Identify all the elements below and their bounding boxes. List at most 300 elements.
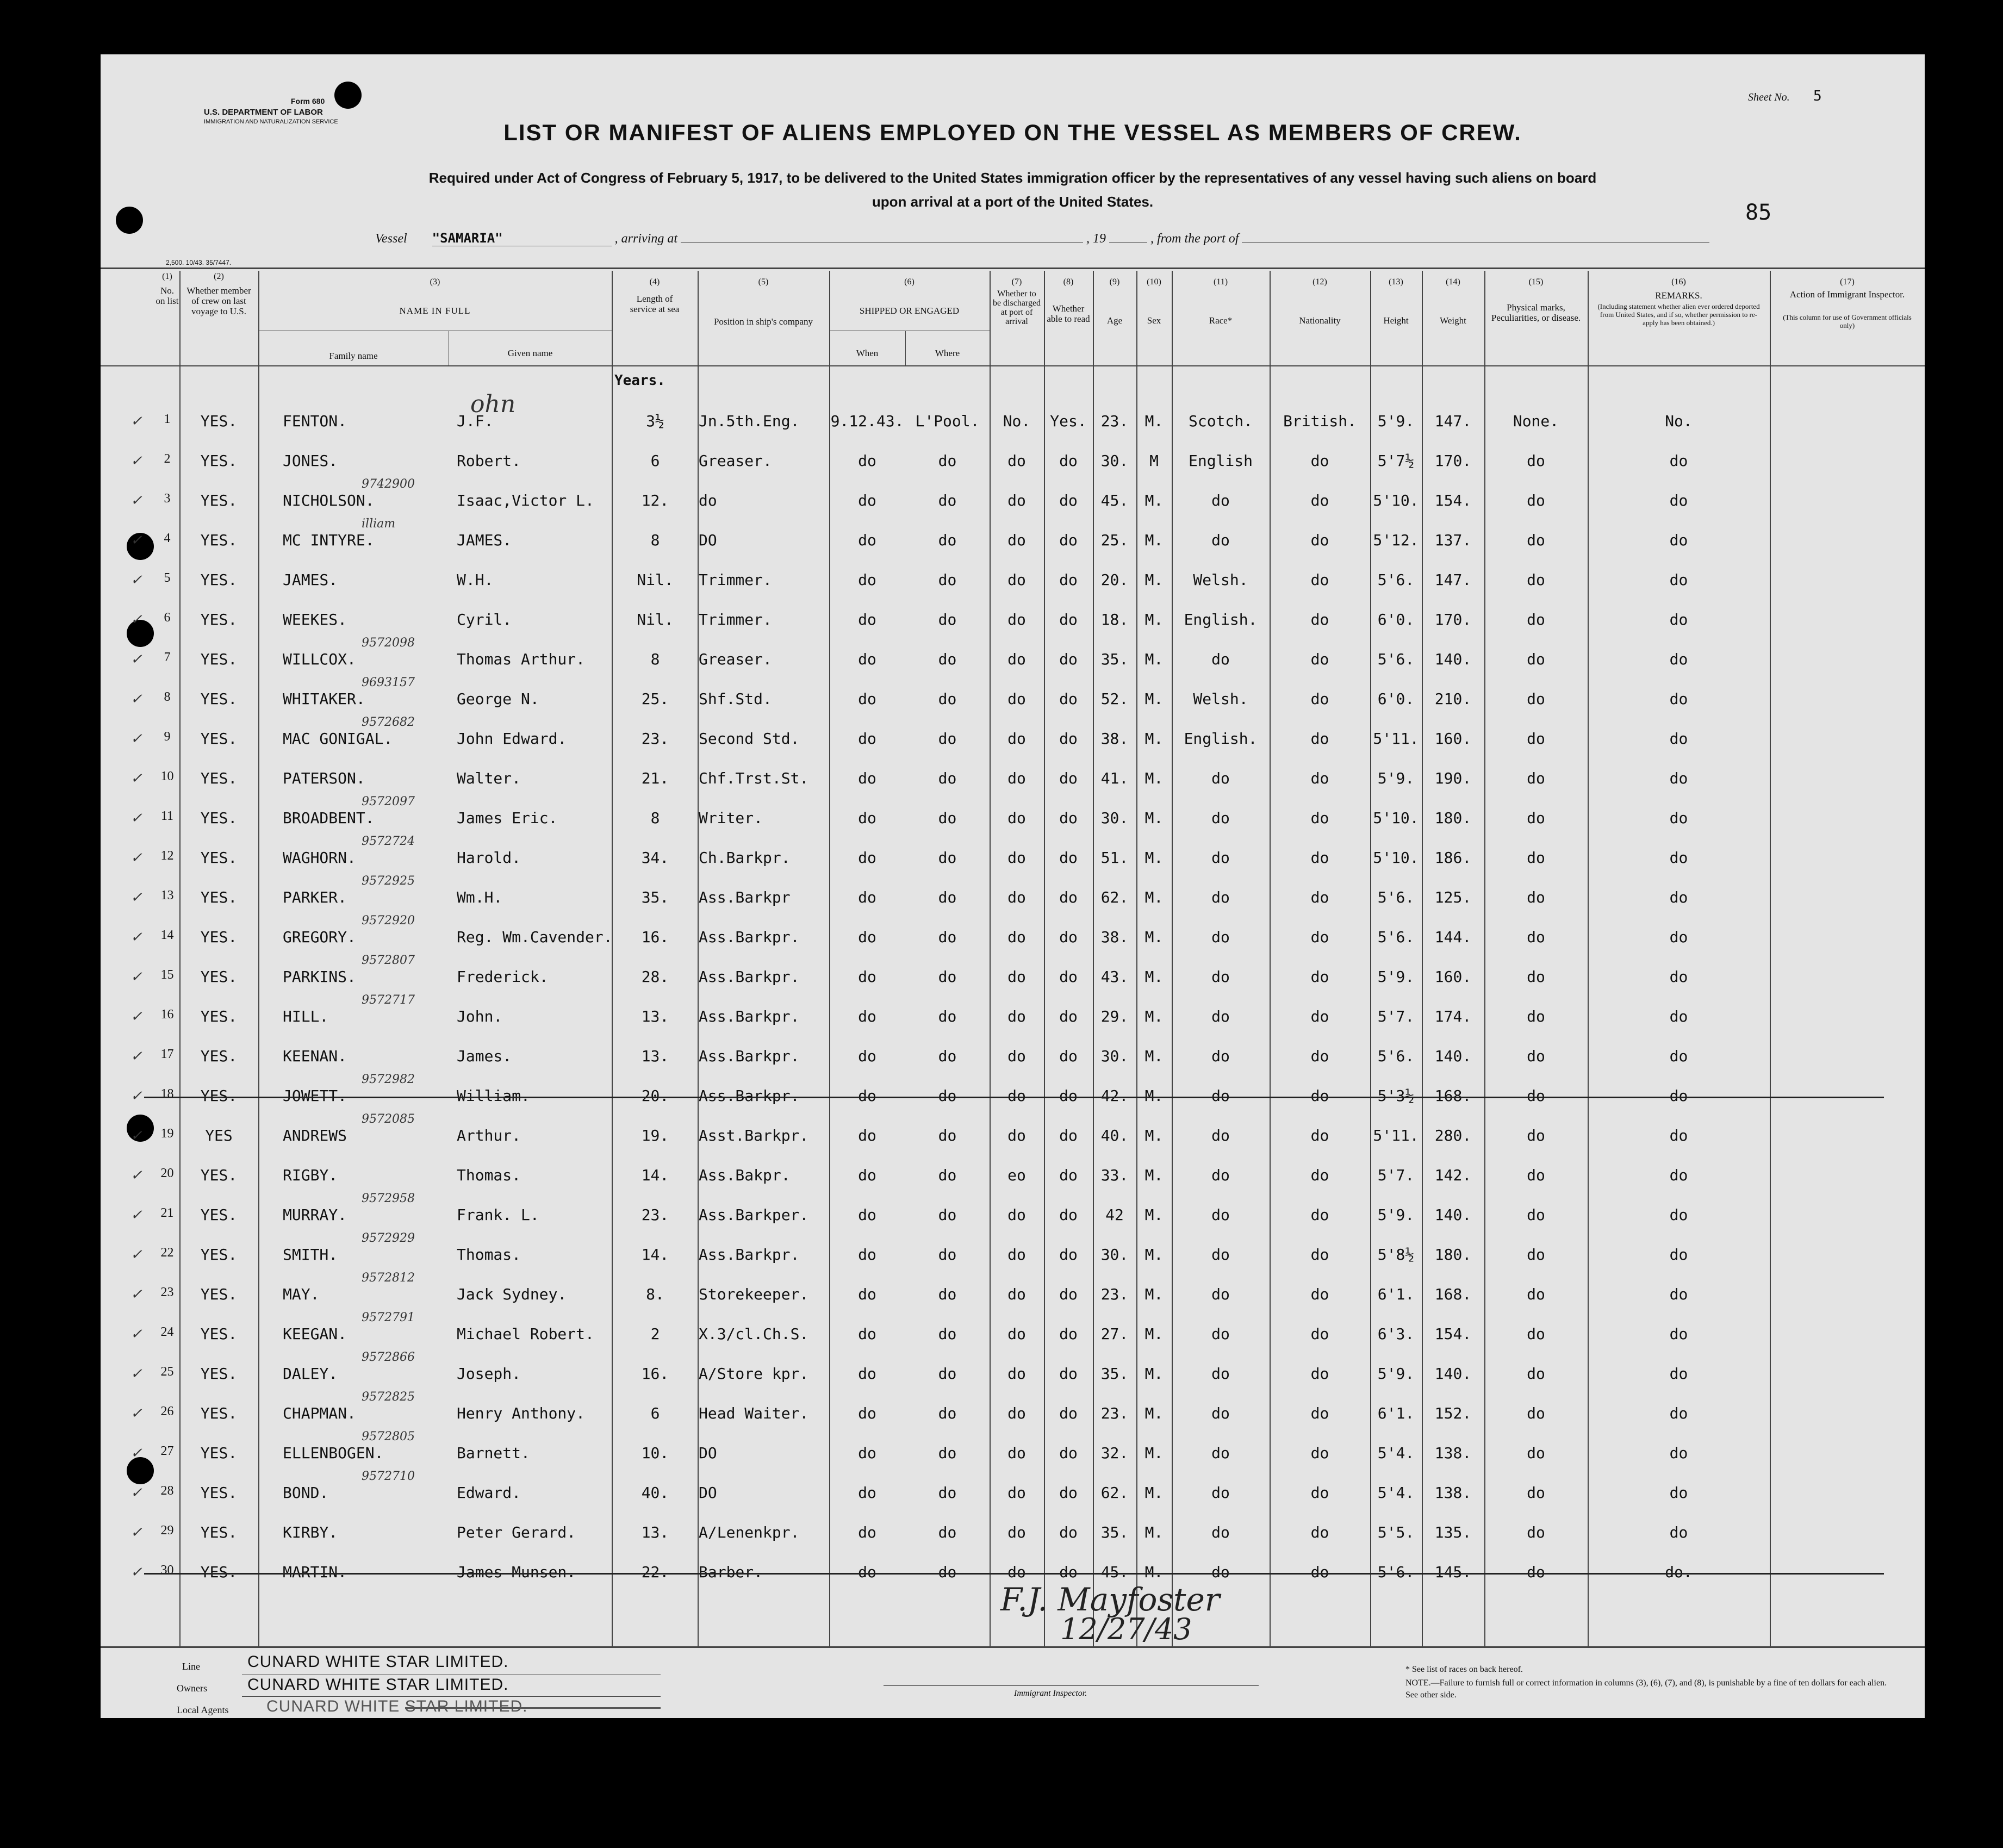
check-mark-icon: ✓ (130, 969, 142, 985)
cell-last-voyage: YES. (200, 1047, 238, 1065)
check-mark-icon: ✓ (130, 1366, 142, 1382)
cell-nationality: do (1310, 1404, 1329, 1422)
cell-discharged: do (1007, 1047, 1026, 1065)
cell-able-to-read: do (1059, 968, 1078, 986)
table-bottom-border (101, 1646, 1925, 1648)
cell-shipped-when: do (858, 690, 876, 708)
cell-discharged: do (1007, 650, 1026, 668)
cell-remarks: do (1669, 1206, 1688, 1224)
cell-height: 5'4. (1377, 1484, 1415, 1502)
cell-given-name: Isaac,Victor L. (457, 491, 594, 509)
cell-remarks: do (1669, 849, 1688, 867)
handwritten-note: 9572925 (362, 874, 415, 888)
cell-height: 5'9. (1377, 769, 1415, 787)
cell-family-name: RIGBY. (283, 1166, 338, 1184)
cell-physical-marks: do (1527, 1484, 1545, 1502)
col-head-name: NAME IN FULL (399, 306, 471, 316)
check-mark-icon: ✓ (130, 1128, 142, 1144)
cell-remarks: do (1669, 1484, 1688, 1502)
cell-sex: M. (1144, 412, 1164, 430)
port-label: , from the port of (1150, 232, 1239, 246)
cell-shipped-where: L'Pool. (915, 412, 980, 430)
cell-able-to-read: do (1059, 690, 1078, 708)
cell-position: Ass.Barkpr. (699, 1087, 800, 1105)
cell-nationality: do (1310, 888, 1329, 906)
cell-height: 5'7. (1377, 1166, 1415, 1184)
cell-nationality: do (1310, 968, 1329, 986)
table-row (101, 715, 1925, 759)
inspector-label: Immigrant Inspector. (1014, 1689, 1087, 1698)
service: IMMIGRATION AND NATURALIZATION SERVICE (204, 119, 338, 125)
cell-sex: M. (1144, 1166, 1164, 1184)
table-row (101, 517, 1925, 561)
cell-race: English. (1184, 611, 1258, 629)
cell-position: X.3/cl.Ch.S. (699, 1325, 809, 1343)
cell-position: Chf.Trst.St. (699, 769, 809, 787)
cell-last-voyage: YES. (200, 1484, 238, 1502)
year-label: , 19 (1086, 232, 1106, 246)
cell-sex: M. (1144, 1484, 1164, 1502)
col-head-family: Family name (329, 351, 378, 361)
cell-row-number: 1 (164, 412, 171, 426)
cell-age: 40. (1100, 1127, 1129, 1144)
table-row (101, 1271, 1925, 1315)
cell-position: Ass.Barkpr. (699, 1246, 800, 1264)
table-row (101, 795, 1925, 838)
col-num-14: (14) (1446, 277, 1460, 287)
cell-remarks: do (1669, 1404, 1688, 1422)
cell-nationality: do (1310, 1206, 1329, 1224)
cell-service-years: 19. (641, 1127, 669, 1144)
cell-physical-marks: None. (1513, 412, 1559, 430)
cell-height: 5'10. (1373, 849, 1419, 867)
cell-service-years: 21. (641, 769, 669, 787)
cell-shipped-where: do (938, 611, 957, 629)
cell-weight: 125. (1434, 888, 1472, 906)
cell-height: 5'6. (1377, 928, 1415, 946)
cell-weight: 170. (1434, 611, 1472, 629)
cell-row-number: 19 (160, 1127, 174, 1141)
cell-able-to-read: do (1059, 1404, 1078, 1422)
line-label: Line (182, 1661, 200, 1672)
cell-race: do (1211, 1325, 1230, 1343)
cell-race: do (1211, 1365, 1230, 1383)
cell-physical-marks: do (1527, 849, 1545, 867)
cell-age: 18. (1100, 611, 1129, 629)
cell-position: Ass.Barkpr (699, 888, 791, 906)
cell-nationality: do (1310, 531, 1329, 549)
check-mark-icon: ✓ (130, 1247, 142, 1263)
cell-nationality: do (1310, 1325, 1329, 1343)
cell-age: 33. (1100, 1166, 1129, 1184)
cell-weight: 168. (1434, 1285, 1472, 1303)
cell-last-voyage: YES. (200, 928, 238, 946)
cell-last-voyage: YES. (200, 1444, 238, 1462)
cell-family-name: MARTIN. (283, 1563, 347, 1581)
cell-nationality: do (1310, 1087, 1329, 1105)
header-bottom-border (101, 365, 1925, 366)
col-num-16: (16) (1671, 277, 1686, 287)
table-row (101, 442, 1925, 481)
cell-weight: 145. (1434, 1563, 1472, 1581)
cell-given-name: Henry Anthony. (457, 1404, 586, 1422)
cell-shipped-where: do (938, 1166, 957, 1184)
cell-last-voyage: YES. (200, 1246, 238, 1264)
cell-able-to-read: do (1059, 1523, 1078, 1541)
cell-last-voyage: YES. (200, 650, 238, 668)
cell-race: do (1211, 928, 1230, 946)
cell-shipped-where: do (938, 1484, 957, 1502)
cell-age: 62. (1100, 888, 1129, 906)
col-head-remarks: REMARKS. (1655, 290, 1702, 301)
subtitle-line-2: upon arrival at a port of the United States. (872, 194, 1154, 210)
cell-row-number: 8 (164, 690, 171, 704)
table-row (101, 835, 1925, 878)
cell-position: Writer. (699, 809, 763, 827)
cell-able-to-read: do (1059, 1087, 1078, 1105)
cell-physical-marks: do (1527, 1404, 1545, 1422)
punch-hole (116, 207, 143, 234)
cell-last-voyage: YES. (200, 1523, 238, 1541)
cell-shipped-when: do (858, 1166, 876, 1184)
cell-able-to-read: Yes. (1050, 412, 1087, 430)
handwritten-note: 9693157 (362, 676, 415, 689)
check-mark-icon: ✓ (130, 1445, 142, 1461)
cell-family-name: JONES. (283, 452, 338, 470)
cell-position: DO (699, 1484, 717, 1502)
cell-shipped-when: do (858, 1325, 876, 1343)
handwritten-note: 9572724 (362, 835, 415, 848)
check-mark-icon: ✓ (130, 770, 142, 787)
col-head-action-note: (This column for use of Government officials only) (1783, 313, 1912, 329)
table-row (101, 1112, 1925, 1156)
agents-stamp: CUNARD WHITE STAR LIMITED. (266, 1697, 528, 1715)
check-mark-icon: ✓ (130, 1525, 142, 1541)
cell-shipped-when: do (858, 1484, 876, 1502)
check-mark-icon: ✓ (130, 572, 142, 588)
cell-last-voyage: YES. (200, 1087, 238, 1105)
cell-shipped-when: do (858, 650, 876, 668)
cell-discharged: do (1007, 491, 1026, 509)
cell-age: 52. (1100, 690, 1129, 708)
cell-family-name: MAY. (283, 1285, 320, 1303)
cell-sex: M. (1144, 769, 1164, 787)
cell-able-to-read: do (1059, 928, 1078, 946)
handwritten-note: 9572098 (362, 636, 415, 650)
cell-discharged: do (1007, 1007, 1026, 1025)
cell-discharged: do (1007, 1563, 1026, 1581)
cell-shipped-when: do (858, 730, 876, 748)
cell-height: 5'10. (1373, 809, 1419, 827)
cell-race: Welsh. (1193, 571, 1248, 589)
cell-last-voyage: YES. (200, 1325, 238, 1343)
cell-physical-marks: do (1527, 1166, 1545, 1184)
cell-last-voyage: YES. (200, 849, 238, 867)
cell-age: 23. (1100, 1404, 1129, 1422)
cell-shipped-where: do (938, 1285, 957, 1303)
cell-shipped-where: do (938, 452, 957, 470)
check-mark-icon: ✓ (130, 453, 142, 469)
cell-discharged: No. (1003, 412, 1031, 430)
cell-family-name: DALEY. (283, 1365, 338, 1383)
col-head-action: Action of Immigrant Inspector. (1789, 289, 1905, 300)
cell-sex: M. (1144, 650, 1164, 668)
cell-family-name: KEENAN. (283, 1047, 347, 1065)
cell-shipped-where: do (938, 730, 957, 748)
cell-age: 27. (1100, 1325, 1129, 1343)
cell-height: 5'7½ (1377, 452, 1415, 470)
cell-age: 30. (1100, 1246, 1129, 1264)
cell-able-to-read: do (1059, 571, 1078, 589)
cell-family-name: SMITH. (283, 1246, 338, 1264)
cell-last-voyage: YES. (200, 968, 238, 986)
cell-row-number: 6 (164, 611, 171, 625)
cell-discharged: do (1007, 928, 1026, 946)
cell-row-number: 30 (160, 1563, 174, 1577)
cell-last-voyage: YES. (200, 730, 238, 748)
cell-weight: 142. (1434, 1166, 1472, 1184)
cell-shipped-where: do (938, 1365, 957, 1383)
cell-family-name: ANDREWS (283, 1127, 347, 1144)
cell-service-years: Nil. (637, 611, 674, 629)
check-mark-icon: ✓ (130, 1564, 142, 1581)
cell-physical-marks: do (1527, 1365, 1545, 1383)
page-number: 85 (1745, 200, 1772, 225)
cell-remarks: No. (1665, 412, 1693, 430)
cell-row-number: 17 (160, 1047, 174, 1061)
cell-row-number: 24 (160, 1325, 174, 1339)
check-mark-icon: ✓ (130, 1009, 142, 1025)
cell-physical-marks: do (1527, 1087, 1545, 1105)
cell-position: Ch.Barkpr. (699, 849, 791, 867)
table-row (101, 954, 1925, 997)
cell-last-voyage: YES (205, 1127, 233, 1144)
col-num-13: (13) (1389, 277, 1403, 287)
agents-strike (405, 1707, 661, 1709)
cell-position: Ass.Barkper. (699, 1206, 809, 1224)
table-row (101, 1231, 1925, 1275)
cell-race: do (1211, 1246, 1230, 1264)
check-mark-icon: ✓ (130, 1485, 142, 1501)
cell-given-name: Walter. (457, 769, 521, 787)
cell-remarks: do (1669, 888, 1688, 906)
cell-able-to-read: do (1059, 769, 1078, 787)
arriving-label: , arriving at (614, 232, 677, 246)
cell-family-name: MURRAY. (283, 1206, 347, 1224)
cell-weight: 154. (1434, 491, 1472, 509)
cell-shipped-when: do (858, 1047, 876, 1065)
cell-row-number: 13 (160, 888, 174, 903)
race-note: * See list of races on back hereof. (1405, 1665, 1523, 1674)
cell-sex: M. (1144, 1087, 1164, 1105)
cell-nationality: do (1310, 1166, 1329, 1184)
cell-sex: M. (1144, 1047, 1164, 1065)
cell-service-years: 23. (641, 1206, 669, 1224)
check-mark-icon: ✓ (130, 1048, 142, 1065)
cell-height: 6'1. (1377, 1404, 1415, 1422)
cell-weight: 210. (1434, 690, 1472, 708)
table-row (101, 1192, 1925, 1235)
cell-weight: 280. (1434, 1127, 1472, 1144)
cell-discharged: do (1007, 611, 1026, 629)
cell-shipped-where: do (938, 1087, 957, 1105)
table-row (101, 1073, 1925, 1116)
cell-race: do (1211, 968, 1230, 986)
cell-discharged: do (1007, 531, 1026, 549)
cell-sex: M. (1144, 809, 1164, 827)
cell-sex: M. (1144, 1563, 1164, 1581)
cell-remarks: do (1669, 928, 1688, 946)
cell-shipped-when: 9.12.43. (830, 412, 904, 430)
cell-race: do (1211, 650, 1230, 668)
cell-able-to-read: do (1059, 809, 1078, 827)
cell-discharged: do (1007, 1365, 1026, 1383)
inspection-date: 12/27/43 (1060, 1612, 1192, 1646)
cell-row-number: 21 (160, 1206, 174, 1220)
fine-note: NOTE.—Failure to furnish full or correct information in columns (3), (6), (7), and (8), is punishable by a fine of ten dollars for each alien. See other side. (1405, 1678, 1887, 1700)
cell-weight: 138. (1434, 1444, 1472, 1462)
col-head-last-voyage: Whether member of crew on last voyage to U.S. (186, 285, 251, 316)
col-num-17: (17) (1840, 277, 1855, 287)
cell-position: Head Waiter. (699, 1404, 809, 1422)
cell-shipped-where: do (938, 531, 957, 549)
cell-shipped-when: do (858, 968, 876, 986)
cell-physical-marks: do (1527, 1523, 1545, 1541)
cell-discharged: do (1007, 1404, 1026, 1422)
cell-row-number: 2 (164, 452, 171, 466)
cell-remarks: do (1669, 1047, 1688, 1065)
cell-discharged: do (1007, 690, 1026, 708)
cell-row-number: 25 (160, 1365, 174, 1379)
cell-discharged: do (1007, 888, 1026, 906)
cell-shipped-when: do (858, 1404, 876, 1422)
cell-shipped-where: do (938, 1523, 957, 1541)
cell-physical-marks: do (1527, 809, 1545, 827)
cell-able-to-read: do (1059, 1047, 1078, 1065)
cell-remarks: do (1669, 1325, 1688, 1343)
cell-sex: M. (1144, 1404, 1164, 1422)
cell-race: do (1211, 769, 1230, 787)
cell-age: 38. (1100, 730, 1129, 748)
handwritten-note: 9572791 (362, 1311, 415, 1324)
cell-able-to-read: do (1059, 1484, 1078, 1502)
cell-sex: M. (1144, 1285, 1164, 1303)
cell-service-years: 34. (641, 849, 669, 867)
check-mark-icon: ✓ (130, 1088, 142, 1104)
cell-last-voyage: YES. (200, 1563, 238, 1581)
cell-service-years: 35. (641, 888, 669, 906)
cell-position: Storekeeper. (699, 1285, 809, 1303)
cell-service-years: 40. (641, 1484, 669, 1502)
table-row (101, 676, 1925, 719)
cell-shipped-where: do (938, 769, 957, 787)
cell-discharged: do (1007, 1325, 1026, 1343)
cell-position: Barber. (699, 1563, 763, 1581)
cell-discharged: do (1007, 452, 1026, 470)
cell-weight: 186. (1434, 849, 1472, 867)
cell-age: 35. (1100, 650, 1129, 668)
check-mark-icon: ✓ (130, 413, 142, 430)
cell-row-number: 20 (160, 1166, 174, 1180)
check-mark-icon: ✓ (130, 1286, 142, 1303)
cell-position: Shf.Std. (699, 690, 772, 708)
cell-position: Greaser. (699, 452, 772, 470)
cell-given-name: Cyril. (457, 611, 512, 629)
cell-discharged: do (1007, 730, 1026, 748)
line-stamp: CUNARD WHITE STAR LIMITED. (247, 1653, 509, 1671)
cell-discharged: do (1007, 1087, 1026, 1105)
cell-physical-marks: do (1527, 1206, 1545, 1224)
cell-shipped-where: do (938, 650, 957, 668)
cell-shipped-where: do (938, 888, 957, 906)
cell-height: 5'6. (1377, 888, 1415, 906)
cell-given-name: Thomas. (457, 1166, 521, 1184)
cell-height: 5'10. (1373, 491, 1419, 509)
cell-shipped-where: do (938, 928, 957, 946)
cell-physical-marks: do (1527, 1127, 1545, 1144)
cell-position: DO (699, 1444, 717, 1462)
col-head-weight: Weight (1440, 315, 1466, 326)
cell-height: 6'0. (1377, 611, 1415, 629)
cell-nationality: do (1310, 730, 1329, 748)
cell-nationality: do (1310, 611, 1329, 629)
department: U.S. DEPARTMENT OF LABOR (204, 108, 323, 117)
cell-discharged: do (1007, 1246, 1026, 1264)
cell-family-name: ELLENBOGEN. (283, 1444, 384, 1462)
cell-family-name: PARKER. (283, 888, 347, 906)
cell-last-voyage: YES. (200, 1365, 238, 1383)
cell-nationality: do (1310, 1246, 1329, 1264)
cell-discharged: do (1007, 1444, 1026, 1462)
cell-weight: 137. (1434, 531, 1472, 549)
cell-family-name: WHITAKER. (283, 690, 365, 708)
col-head-discharged: Whether to be discharged at port of arrival (992, 289, 1041, 326)
cell-given-name: Arthur. (457, 1127, 521, 1144)
cell-shipped-where: do (938, 1007, 957, 1025)
cell-age: 45. (1100, 491, 1129, 509)
cell-remarks: do (1669, 650, 1688, 668)
inspector-rule (884, 1685, 1259, 1686)
cell-race: do (1211, 1206, 1230, 1224)
cell-shipped-when: do (858, 491, 876, 509)
cell-physical-marks: do (1527, 769, 1545, 787)
cell-weight: 174. (1434, 1007, 1472, 1025)
cell-shipped-when: do (858, 611, 876, 629)
cell-row-number: 27 (160, 1444, 174, 1458)
col-num-12: (12) (1312, 277, 1327, 287)
cell-age: 62. (1100, 1484, 1129, 1502)
cell-remarks: do (1669, 809, 1688, 827)
cell-last-voyage: YES. (200, 1166, 238, 1184)
col-head-where: Where (935, 348, 960, 358)
table-row (101, 1156, 1925, 1196)
cell-nationality: do (1310, 571, 1329, 589)
strike-through-line (144, 1097, 1884, 1098)
cell-position: Jn.5th.Eng. (699, 412, 800, 430)
cell-race: English (1188, 452, 1253, 470)
table-row (101, 874, 1925, 918)
cell-shipped-when: do (858, 769, 876, 787)
cell-physical-marks: do (1527, 1444, 1545, 1462)
years-label: Years. (614, 372, 665, 389)
cell-weight: 147. (1434, 571, 1472, 589)
cell-last-voyage: YES. (200, 1206, 238, 1224)
print-code: 2,500. 10/43. 35/7447. (166, 259, 232, 266)
cell-shipped-when: do (858, 928, 876, 946)
cell-service-years: 28. (641, 968, 669, 986)
cell-race: Scotch. (1188, 412, 1253, 430)
check-mark-icon: ✓ (130, 1326, 142, 1342)
